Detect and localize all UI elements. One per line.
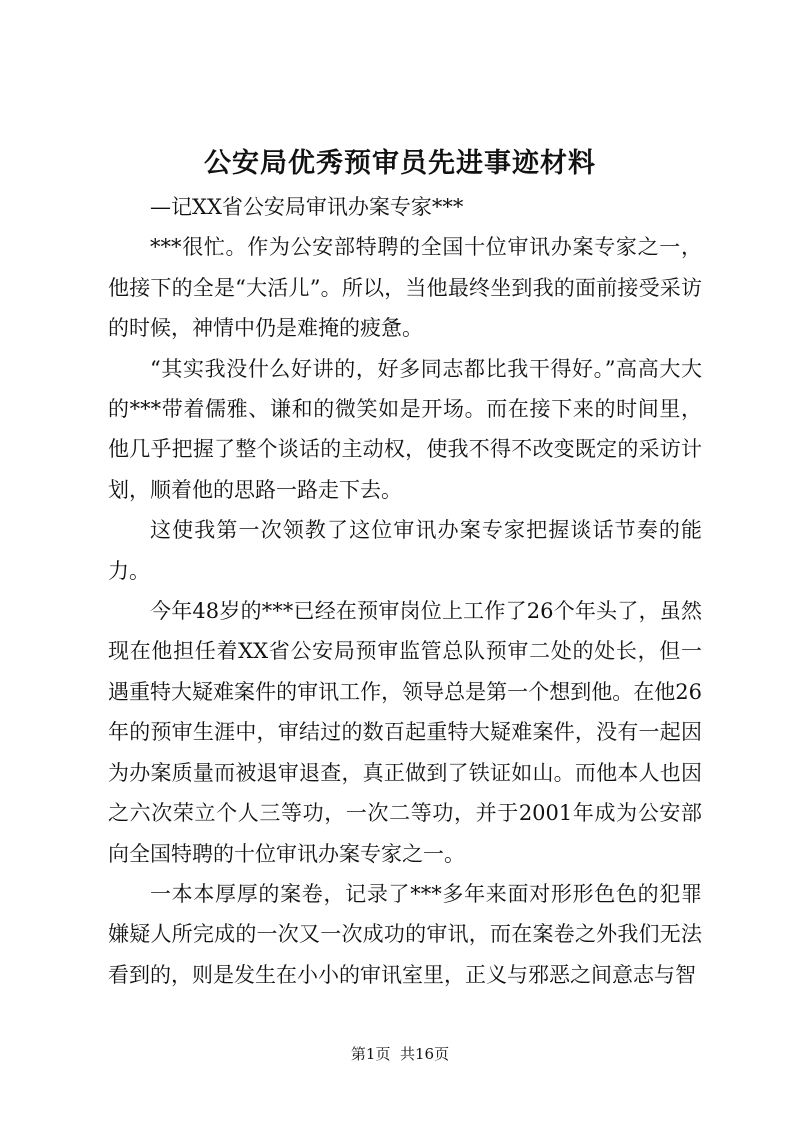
subtitle-paragraph: —记XX省公安局审讯办案专家*** bbox=[150, 195, 464, 219]
page-footer bbox=[0, 1044, 800, 1064]
body-paragraph: 这使我第一次领教了这位审讯办案专家把握谈话节奏的能力。 bbox=[108, 518, 702, 583]
body-paragraph: 一本本厚厚的案卷，记录了***多年来面对形形色色的犯罪嫌疑人所完成的一次又一次成功的审讯，而在案卷之外我们无法看到的，则是发生在小小的审讯室里，正义与邪恶之间意志与智 bbox=[108, 881, 702, 987]
body-paragraph: ***很忙。作为公安部特聘的全国十位审讯办案专家之一，他接下的全是“大活儿”。所以，当他最终坐到我的面前接受采访的时候，神情中仍是难掩的疲惫。 bbox=[108, 235, 702, 341]
document-body bbox=[108, 187, 702, 995]
document-title: 公安局优秀预审员先进事迹材料 bbox=[204, 148, 596, 179]
body-paragraph: 今年48岁的***已经在预审岗位上工作了26个年头了，虽然现在他担任着XX省公安局预审监管总队预审二处的处长，但一遇重特大疑难案件的审讯工作，领导总是第一个想到他。在他26年的预审生涯中，审结过的数百起重特大疑难案件，没有一起因为办案质量而被退审退查，真正做到了铁证如山。而他本人也因之六次荣立个人三等功，一次二等功，并于2001年成为公安部向全国特聘的十位审讯办案专家之一。 bbox=[108, 599, 702, 866]
body-paragraph: “其实我没什么好讲的，好多同志都比我干得好。”高高大大的***带着儒雅、谦和的微笑如是开场。而在接下来的时间里，他几乎把握了整个谈话的主动权，使我不得不改变既定的采访计划，顺着他的思路一路走下去。 bbox=[108, 356, 702, 502]
page-number: 第1页 共16页 bbox=[350, 1045, 450, 1063]
